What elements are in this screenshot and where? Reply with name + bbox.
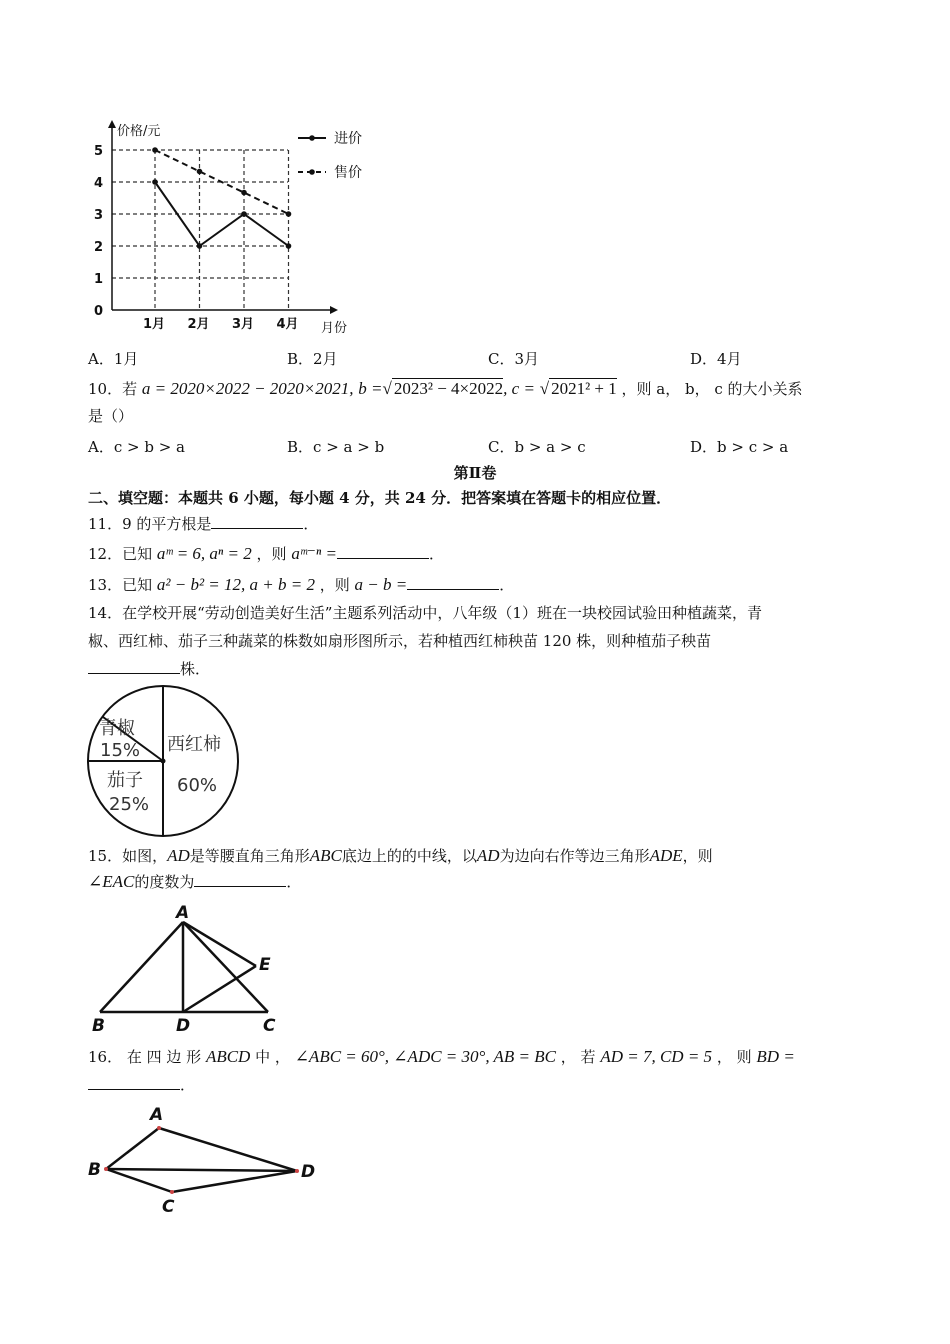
q9-option-d: D．4月	[690, 350, 742, 368]
vertex-a: A	[176, 903, 190, 923]
segment-cd	[172, 1171, 297, 1192]
legend-label: 进价	[334, 131, 362, 147]
legend-marker	[309, 135, 315, 141]
x-tick-label: 2月	[187, 317, 210, 332]
y-tick-label: 0	[94, 304, 104, 319]
vertex-c: C	[162, 1197, 175, 1217]
q9-option-b: B．2月	[287, 350, 338, 368]
q9-option-c: C．3月	[488, 350, 540, 368]
section-title: 第Ⅱ卷	[453, 464, 497, 482]
price-line-chart	[80, 110, 380, 340]
q12: 12．已知 aᵐ = 6, aⁿ = 2 ，则 aᵐ⁻ⁿ = ．	[88, 544, 444, 563]
data-point	[197, 169, 203, 175]
q15-answer-blank	[194, 872, 286, 887]
q16-line2: ．	[88, 1074, 195, 1096]
vertex-d: D	[176, 1016, 191, 1035]
segment-ad	[159, 1128, 297, 1171]
data-point	[286, 243, 292, 249]
vertex-e: E	[259, 955, 271, 975]
pie-pct-qingjiao: 15%	[100, 740, 141, 761]
q16-line1: 16． 在 四 边 形 ABCD 中 ， ∠ABC = 60°, ∠ADC = 30°, AB = BC ， 若 AD = 7, CD = 5 ， 则 BD =	[88, 1047, 795, 1066]
pie-label-qingjiao: 青椒	[99, 718, 135, 739]
x-tick-label: 1月	[143, 317, 166, 332]
q15-triangle-figure	[88, 900, 288, 1035]
x-tick-label: 3月	[232, 317, 255, 332]
pie-label-qiezi: 茄子	[107, 770, 143, 791]
segment-bd	[106, 1169, 297, 1171]
q10-option-a: A．c > b > a	[88, 438, 185, 456]
q10-option-c: C．b > a > c	[488, 438, 586, 456]
x-axis-label: 月份	[321, 321, 348, 336]
q13: 13．已知 a² − b² = 12, a + b = 2 ，则 a − b = ．	[88, 575, 515, 594]
y-tick-label: 2	[94, 240, 104, 255]
segment-ab	[100, 922, 183, 1012]
legend-label: 售价	[334, 165, 362, 181]
data-point	[152, 147, 158, 153]
pie-label-xihongshi: 西红柿	[167, 734, 221, 755]
vertex-b: B	[92, 1016, 105, 1035]
data-point	[241, 190, 247, 196]
q9-option-a: A．1月	[88, 350, 139, 368]
segment-bc	[106, 1169, 172, 1192]
y-tick-label: 5	[94, 144, 104, 159]
y-axis-arrow	[108, 120, 116, 128]
point-b	[104, 1167, 108, 1171]
q14-answer-blank	[88, 659, 180, 674]
y-tick-label: 1	[94, 272, 104, 287]
vertex-b: B	[88, 1160, 101, 1180]
q14-line2: 椒、西红柿、茄子三种蔬菜的株数如扇形图所示，若种植西红柿秧苗 120 株，则种植茄子秧苗	[88, 632, 712, 650]
q11-answer-blank	[211, 514, 303, 529]
q13-answer-blank	[407, 575, 499, 590]
y-tick-label: 4	[94, 176, 104, 191]
q14-line1: 14．在学校开展“劳动创造美好生活”主题系列活动中，八年级（1）班在一块校园试验田种植蔬菜，青	[88, 604, 762, 622]
x-tick-label: 4月	[276, 317, 299, 332]
data-point	[286, 211, 292, 217]
segment-ab	[106, 1128, 159, 1169]
point-d	[295, 1169, 299, 1173]
pie-pct-qiezi: 25%	[109, 794, 150, 815]
data-point	[197, 243, 203, 249]
vertex-c: C	[263, 1016, 276, 1035]
vegetable-pie-chart	[85, 684, 245, 840]
point-a	[157, 1126, 161, 1130]
pie-pct-xihongshi: 60%	[177, 775, 218, 796]
q12-answer-blank	[337, 544, 429, 559]
q14-line3: 株．	[88, 658, 210, 680]
q16-quadrilateral-figure	[84, 1100, 324, 1220]
legend-marker	[309, 169, 315, 175]
q16-answer-blank	[88, 1075, 180, 1090]
x-axis-arrow	[330, 306, 338, 314]
q10-option-d: D．b > c > a	[690, 438, 789, 456]
q11: 11．9 的平方根是 ．	[88, 515, 319, 533]
q15-line2: ∠EAC的度数为 ．	[88, 872, 302, 891]
data-point	[152, 179, 158, 185]
y-axis-label: 价格/元	[117, 124, 161, 139]
vertex-d: D	[301, 1162, 316, 1182]
section-heading: 二、填空题：本题共 6 小题，每小题 4 分，共 24 分．把答案填在答题卡的相应位置．	[88, 489, 672, 507]
q10-line2: 是（）	[88, 407, 134, 425]
pie-center-dot	[161, 759, 166, 764]
q10-line1: 10．若 a = 2020×2022 − 2020×2021, b =√ 2023² − 4×2022, c = √ 2021² + 1 ，则 a， b， c 的大小关系	[88, 379, 803, 398]
q10-option-b: B．c > a > b	[287, 438, 385, 456]
y-tick-label: 3	[94, 208, 104, 223]
q15-line1: 15．如图，AD是等腰直角三角形ABC底边上的的中线，以AD为边向右作等边三角形ADE，则	[88, 846, 713, 865]
data-point	[241, 211, 247, 217]
vertex-a: A	[150, 1105, 164, 1125]
point-c	[170, 1190, 174, 1194]
